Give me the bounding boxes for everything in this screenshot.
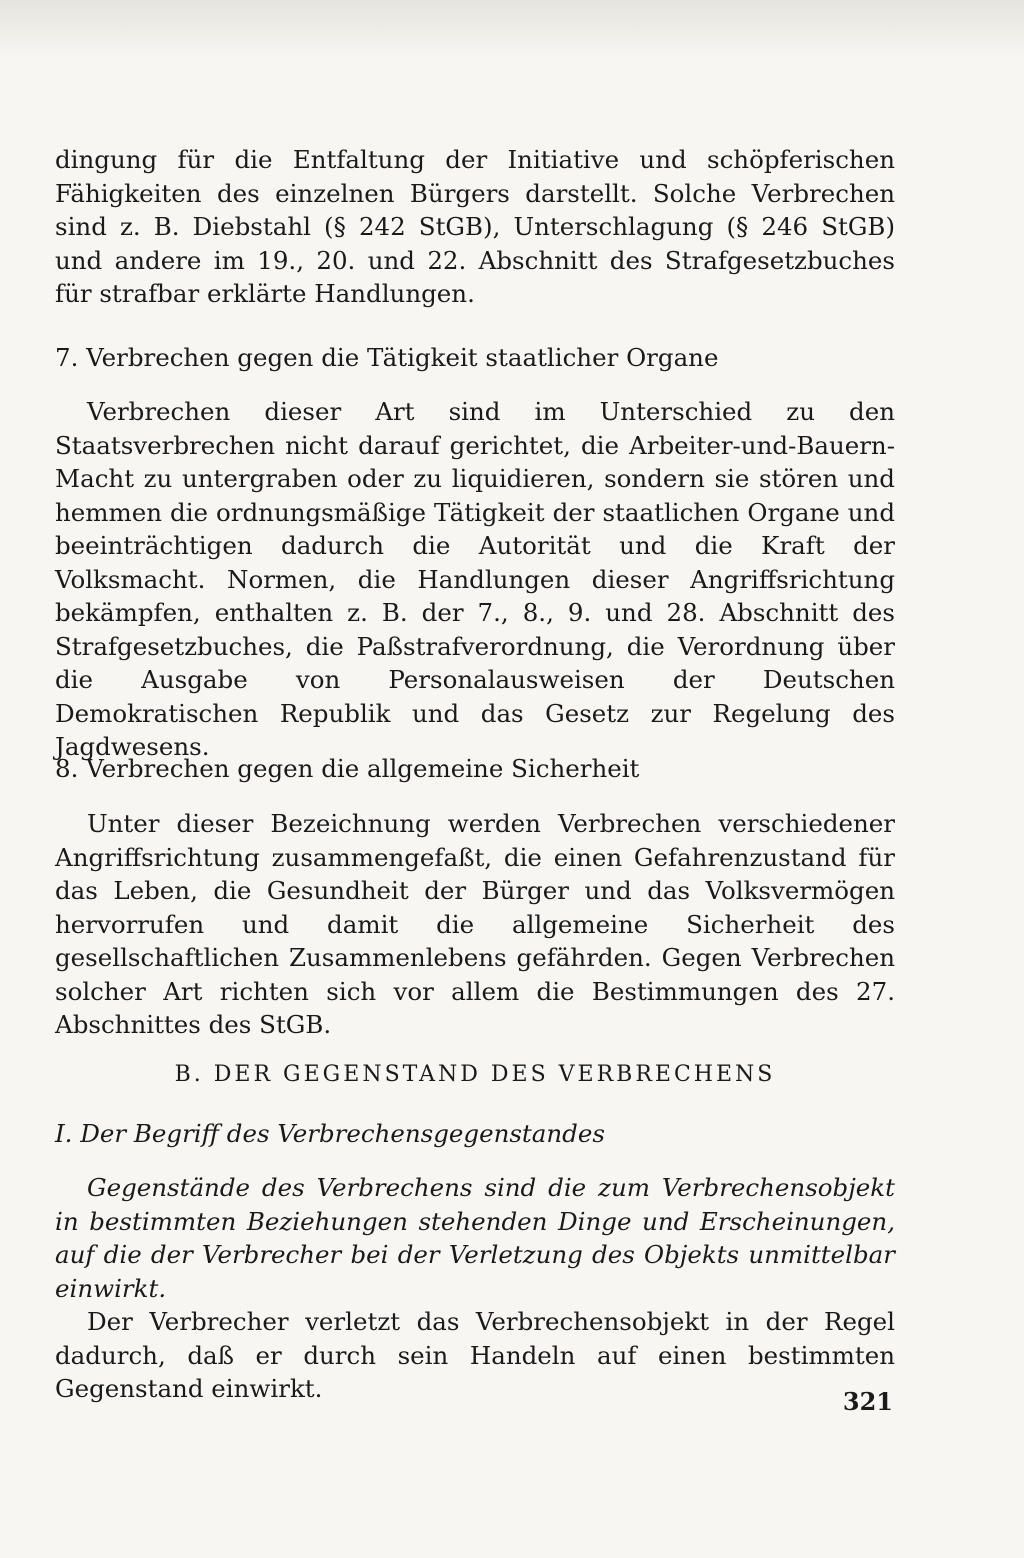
- paragraph-7: Verbrechen dieser Art sind im Unterschied zu den Staatsverbrechen nicht darauf gerichtet, die Arbeiter-und-Bauern-Macht zu untergraben oder zu liquidieren, sondern sie stören und hemmen die ordnungsmäßige Tätigkeit der staatlichen Organe und beeinträchtigen dadurch die Autorität und die Kraft der Volksmacht. Normen, die Handlungen dieser Angriffsrichtung bekämpfen, enthalten z. B. der 7., 8., 9. und 28. Abschnitt des Strafgesetzbuches, die Paßstrafverordnung, die Verordnung über die Ausgabe von Personalausweisen der Deutschen Demokratischen Republik und das Gesetz zur Regelung des Jagdwesens.: [55, 397, 895, 761]
- paragraph-7-block: [55, 395, 895, 764]
- paragraph-continuation: dingung für die Entfaltung der Initiative und schöpferischen Fähigkeiten des einzelnen Bürgers darstellt. Solche Verbrechen sind z. B. Diebstahl (§ 242 StGB), Unterschlagung (§ 246 StGB) und andere im 19., 20. und 22. Abschnitt des Strafgesetzbuches für strafbar erklärte Handlungen.: [55, 145, 895, 308]
- definition-paragraph: Gegenstände des Verbrechens sind die zum Verbrechensobjekt in bestimmten Beziehungen stehenden Dinge und Erscheinungen, auf die der Verbrecher bei der Verletzung des Objekts unmittelbar einwirkt.: [55, 1173, 895, 1303]
- page-number: 321: [842, 1387, 893, 1416]
- section-b-heading: B. DER GEGENSTAND DES VERBRECHENS: [174, 1062, 776, 1087]
- heading-section-8: 8. Verbrechen gegen die allgemeine Sicherheit: [55, 754, 640, 783]
- paragraph-8-block: [55, 807, 895, 1042]
- paragraph-continuation-block: [55, 143, 895, 311]
- definition-block: [55, 1171, 895, 1406]
- paragraph-8: Unter dieser Bezeichnung werden Verbrechen verschiedener Angriffsrichtung zusammengefaßt, die einen Gefahrenzustand für das Leben, die Gesundheit der Bürger und das Volksvermögen hervorrufen und damit die allgemeine Sicherheit des gesellschaftlichen Zusammenlebens gefährden. Gegen Verbrechen solcher Art richten sich vor allem die Bestimmungen des 27. Abschnittes des StGB.: [55, 809, 895, 1039]
- paragraph-last: Der Verbrecher verletzt das Verbrechensobjekt in der Regel dadurch, daß er durch sein Handeln auf einen bestimmten Gegenstand einwirkt.: [55, 1307, 895, 1403]
- subheading-begriff: I. Der Begriff des Verbrechensgegenstandes: [55, 1119, 605, 1148]
- heading-section-7: 7. Verbrechen gegen die Tätigkeit staatlicher Organe: [55, 343, 719, 372]
- page-edge-shading: [0, 0, 1024, 60]
